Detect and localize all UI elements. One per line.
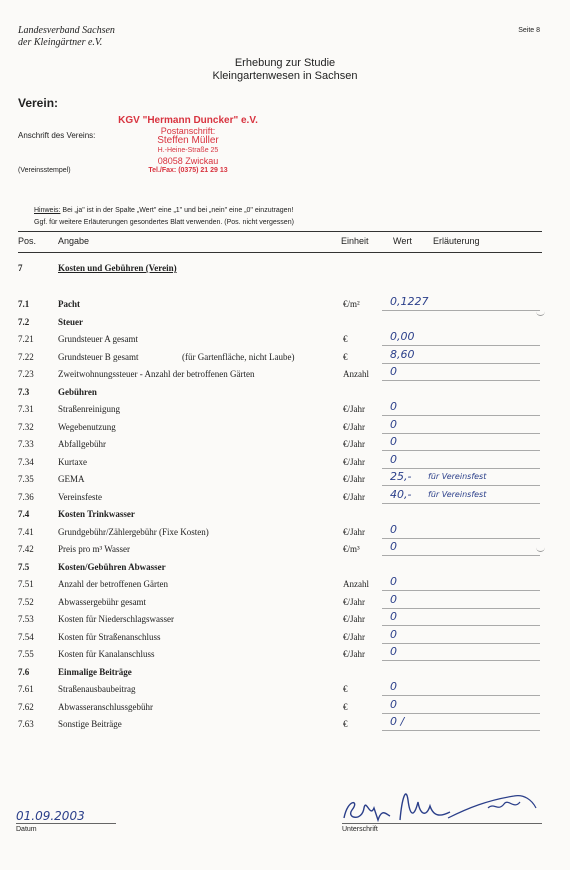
row-unit: €/Jahr <box>343 456 365 467</box>
value-line <box>382 643 540 644</box>
table-row <box>0 436 570 453</box>
table-row <box>0 681 570 698</box>
row-value: 0 <box>390 435 397 448</box>
hint-label: Hinweis: <box>34 207 61 214</box>
row-value: 25,- <box>390 470 412 483</box>
row-unit: Anzahl <box>343 369 369 379</box>
row-label: GEMA <box>58 474 85 484</box>
row-position: 7.62 <box>18 701 34 712</box>
row-label: Kosten/Gebühren Abwasser <box>58 561 166 572</box>
row-value: 40,- <box>390 487 412 501</box>
row-value: 0 <box>390 417 397 431</box>
table-row <box>0 646 570 663</box>
row-position: 7.41 <box>18 526 34 537</box>
row-value: 0,00 <box>390 330 415 343</box>
stamp-line-6: Tel./Fax: (0375) 21 29 13 <box>148 167 228 174</box>
row-unit: €/Jahr <box>343 649 365 659</box>
row-label: Abwassergebühr gesamt <box>58 596 147 607</box>
table-row <box>0 384 570 401</box>
date-value: 01.09.2003 <box>16 809 85 823</box>
row-position: 7.3 <box>18 386 30 397</box>
table-row <box>0 559 570 576</box>
row-value: 0 <box>390 645 397 658</box>
row-unit: €/Jahr <box>343 439 365 449</box>
row-unit: €/Jahr <box>343 631 365 642</box>
section-number: 7 <box>18 263 23 273</box>
row-label: Straßenausbaubeitrag <box>58 684 136 694</box>
section-title: Kosten und Gebühren (Verein) <box>58 263 177 273</box>
row-unit: € <box>343 719 348 729</box>
row-value: 0 <box>390 575 397 588</box>
table-row <box>0 401 570 418</box>
row-value: 0 <box>390 365 397 378</box>
row-unit: € <box>343 351 348 362</box>
row-label: Einmalige Beiträge <box>58 666 132 677</box>
row-label: Preis pro m³ Wasser <box>58 544 131 554</box>
value-line <box>382 625 540 626</box>
value-line <box>382 503 540 504</box>
row-value: 0 <box>390 680 397 693</box>
stamp-line-5: 08058 Zwickau <box>157 156 219 166</box>
hint-line-2: Ggf. für weitere Erläuterungen gesondertes Blatt verwenden. (Pos. nicht vergessen) <box>34 219 294 226</box>
value-line <box>382 450 540 451</box>
table-row <box>0 576 570 593</box>
row-position: 7.31 <box>18 404 34 414</box>
row-value: 0 <box>390 610 397 623</box>
signature-image <box>338 778 548 828</box>
row-unit: € <box>343 684 348 694</box>
row-position: 7.33 <box>18 439 34 449</box>
table-row <box>0 716 570 733</box>
row-position: 7.63 <box>18 719 34 729</box>
table-row <box>0 594 570 611</box>
row-unit: Anzahl <box>343 579 369 589</box>
value-line <box>382 713 540 714</box>
row-label: Kosten Trinkwasser <box>58 509 135 519</box>
value-line <box>382 345 540 346</box>
row-value: 8,60 <box>390 347 415 361</box>
organization-name <box>18 25 115 49</box>
title-line-1: Erhebung zur Studie <box>234 57 336 69</box>
table-row <box>0 471 570 488</box>
rule-header <box>18 252 542 253</box>
row-position: 7.23 <box>18 369 34 379</box>
column-erlaeuterung: Erläuterung <box>433 236 480 246</box>
row-position: 7.52 <box>18 596 34 607</box>
row-unit: €/Jahr <box>343 596 365 607</box>
org-line-2: der Kleingärtner e.V. <box>18 37 103 48</box>
row-label: Abfallgebühr <box>58 439 106 449</box>
row-value: 0 <box>390 592 397 606</box>
row-value: 0 <box>390 452 397 466</box>
table-row <box>0 489 570 506</box>
stamp-line-1: KGV "Hermann Duncker" e.V. <box>118 115 258 126</box>
row-unit: €/Jahr <box>343 526 365 537</box>
row-label: Kosten für Straßenanschluss <box>58 631 161 642</box>
row-unit: €/Jahr <box>343 491 365 502</box>
row-position: 7.54 <box>18 631 34 642</box>
row-position: 7.34 <box>18 456 34 467</box>
row-position: 7.2 <box>18 316 30 327</box>
table-row <box>0 699 570 716</box>
row-unit: €/m² <box>343 299 360 309</box>
column-angabe: Angabe <box>58 236 90 246</box>
title-line-2: Kleingartenwesen in Sachsen <box>212 70 358 82</box>
value-line <box>382 310 540 311</box>
row-label: Sonstige Beiträge <box>58 719 122 729</box>
row-label: Vereinsfeste <box>58 491 102 502</box>
org-line-1: Landesverband Sachsen <box>18 25 115 36</box>
table-row <box>0 331 570 348</box>
row-value: 0,1227 <box>390 295 429 308</box>
row-label: Kurtaxe <box>58 456 87 467</box>
value-line <box>382 608 540 609</box>
row-label: Anzahl der betroffenen Gärten <box>58 579 169 589</box>
association-stamp <box>118 116 258 176</box>
table-row <box>0 366 570 383</box>
table-row <box>0 541 570 558</box>
row-value: 0 <box>390 697 397 711</box>
table-row <box>0 506 570 523</box>
rule-top <box>18 231 542 232</box>
row-label: Abwasseranschlussgebühr <box>58 701 153 712</box>
table-row <box>0 296 570 313</box>
row-unit: €/Jahr <box>343 404 365 414</box>
table-row <box>0 349 570 366</box>
row-value: 0 / <box>390 715 405 728</box>
row-label: Wegebenutzung <box>58 421 116 432</box>
value-line <box>382 468 540 469</box>
value-line <box>382 660 540 661</box>
column-pos: Pos. <box>18 236 37 246</box>
value-line <box>382 415 540 416</box>
row-note: für Vereinsfest <box>428 489 487 499</box>
row-position: 7.32 <box>18 421 34 432</box>
signature-line <box>342 823 542 824</box>
document-title <box>0 57 570 83</box>
row-label: Grundgebühr/Zählergebühr (Fixe Kosten) <box>58 526 209 537</box>
row-label: Kosten für Niederschlagswasser <box>58 614 174 624</box>
row-unit: €/Jahr <box>343 614 365 624</box>
verein-heading: Verein: <box>18 96 59 110</box>
row-unit: €/Jahr <box>343 421 365 432</box>
hint-line-1: Bei „ja" ist in der Spalte „Wert" eine „1" und bei „nein" eine „0" einzutragen! <box>62 207 294 214</box>
row-position: 7.55 <box>18 649 34 659</box>
date-line <box>16 823 116 824</box>
value-line <box>382 695 540 696</box>
row-label: Straßenreinigung <box>58 404 120 414</box>
column-einheit: Einheit <box>341 236 369 246</box>
row-label: Steuer <box>58 316 83 327</box>
row-position: 7.53 <box>18 614 34 624</box>
table-row <box>0 664 570 681</box>
row-note: für Vereinsfest <box>428 472 487 481</box>
row-unit: €/Jahr <box>343 474 365 484</box>
table-row <box>0 524 570 541</box>
stamp-line-3: Steffen Müller <box>157 135 219 146</box>
row-position: 7.35 <box>18 474 34 484</box>
value-line <box>382 555 540 556</box>
row-position: 7.51 <box>18 579 34 589</box>
row-value: 0 <box>390 522 397 536</box>
value-line <box>382 380 540 381</box>
column-wert: Wert <box>393 236 412 246</box>
page-number: Seite 8 <box>518 27 540 34</box>
row-value: 0 <box>390 400 397 413</box>
row-position: 7.21 <box>18 334 34 344</box>
value-line <box>382 730 540 731</box>
value-line <box>382 433 540 434</box>
value-line <box>382 538 540 539</box>
table-row <box>0 629 570 646</box>
row-unit: €/m³ <box>343 544 360 554</box>
row-value: 0 <box>390 540 397 553</box>
row-unit: € <box>343 334 348 344</box>
stamp-line-4: H.-Heine-Straße 25 <box>157 147 219 154</box>
row-label: Grundsteuer B gesamt <box>58 351 139 362</box>
row-label: Gebühren <box>58 386 97 397</box>
row-label: Grundsteuer A gesamt <box>58 334 138 344</box>
row-position: 7.5 <box>18 561 30 572</box>
row-unit: € <box>343 701 348 712</box>
date-label: Datum <box>16 826 37 833</box>
hint-box <box>34 205 294 229</box>
row-position: 7.4 <box>18 509 30 519</box>
address-label: Anschrift des Vereins: <box>18 131 96 140</box>
value-line <box>382 485 540 486</box>
row-position: 7.22 <box>18 351 34 362</box>
table-row <box>0 611 570 628</box>
value-line <box>382 590 540 591</box>
table-row <box>0 314 570 331</box>
stamp-line-2: Postanschrift: <box>160 126 216 136</box>
row-position: 7.1 <box>18 299 30 309</box>
table-row <box>0 419 570 436</box>
table-row <box>0 454 570 471</box>
signature-label: Unterschrift <box>342 826 378 833</box>
row-position: 7.61 <box>18 684 34 694</box>
row-label: Pacht <box>58 299 80 309</box>
row-position: 7.36 <box>18 491 34 502</box>
row-position: 7.6 <box>18 666 30 677</box>
row-value: 0 <box>390 627 397 641</box>
stamp-label: (Vereinsstempel) <box>18 167 71 174</box>
value-line <box>382 363 540 364</box>
row-label-note: (für Gartenfläche, nicht Laube) <box>182 351 295 362</box>
row-label: Zweitwohnungssteuer - Anzahl der betroffenen Gärten <box>58 369 255 379</box>
row-label: Kosten für Kanalanschluss <box>58 649 155 659</box>
row-position: 7.42 <box>18 544 34 554</box>
